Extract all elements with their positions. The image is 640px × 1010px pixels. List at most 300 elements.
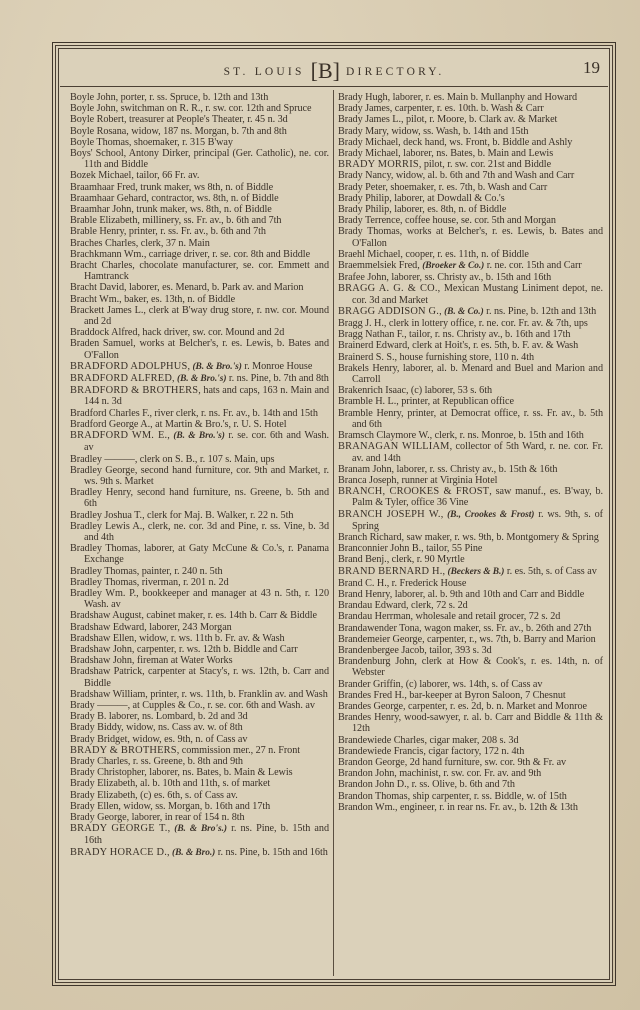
directory-entry (70, 767, 329, 778)
directory-entry (70, 622, 329, 633)
entry-firm: (B., Crookes & Frost) (447, 509, 535, 520)
directory-entry (338, 578, 603, 589)
entry-details: , clerk at Hoit's, r. es. 5th, b. F. av. & Wash (407, 340, 579, 352)
directory-entry (70, 566, 329, 577)
directory-entry (70, 204, 329, 215)
directory-entry (70, 521, 329, 543)
entry-details: , clerk, r. ns. Monroe, b. 15th and 16th (429, 430, 584, 442)
entry-name: Bradley Thomas (70, 543, 138, 555)
directory-entry (70, 510, 329, 521)
entry-details: , carpenter, r. es. 10th. b. Wash & Carr (389, 103, 544, 115)
entry-name: Bradley Wm. P. (70, 587, 137, 599)
running-title (60, 58, 608, 84)
directory-entry (338, 464, 603, 475)
entry-details: , painter, r. 240 n. 5th (136, 565, 223, 577)
entry-details: , hack driver, sw. cor. Mound and 2d (137, 327, 285, 339)
directory-entry (338, 486, 603, 508)
entry-details: , clerk in lottery office, r. ne. cor. Fr. av. & 7th, ups (383, 318, 588, 330)
entry-details: r. ne. cor. 15th and Carr (484, 260, 582, 272)
entry-name: Brady Michael (338, 148, 399, 160)
entry-name: BRANAGAN WILLIAM (338, 441, 450, 453)
directory-entry (338, 791, 603, 802)
entry-details: , second hand furniture, cor. 9th and Market, r. ws. 9th s. Market (84, 464, 329, 487)
entry-name: Brandon John D. (338, 779, 407, 791)
entry-details: , widow, r. ws. 11th b. Fr. av. & Wash (134, 632, 285, 644)
entry-name: Brainerd Edward (338, 340, 408, 352)
entry-name: Boys' School (70, 148, 124, 160)
directory-entry (338, 103, 603, 114)
directory-page (55, 45, 613, 983)
directory-entry (70, 812, 329, 823)
entry-details: , widow, es. 9th, n. of Cass av (127, 733, 248, 745)
entry-firm: (B. & Bro.'s) (192, 361, 242, 372)
entry-details: , carpenter at Stacy's, r. ws. 12th, b. Carr and Biddle (84, 666, 330, 689)
directory-entry: BRADFORD WM. E., (B. & Bro.'s) r. se. cor. 6th and Wash. av (70, 430, 330, 454)
directory-entry (70, 226, 329, 237)
entry-name: Brady Terrence (338, 215, 401, 227)
entry-name: Brady James L. (338, 114, 401, 126)
entry-name: Bradley George (70, 464, 135, 476)
directory-entry (338, 137, 603, 148)
directory-entry: BRAND BERNARD H., (Beckers & B.) r. es. 5th, s. of Cass av (338, 565, 597, 577)
entry-details: laborer, ns. Lombard, b. 2d and 3d (106, 711, 248, 723)
entry-name: Brady Hugh (338, 92, 388, 103)
entry-name: Brady Michael (338, 136, 399, 148)
entry-details: , works at Belcher's, r. es. Lewis, b. Bates and O'Fallon (352, 226, 604, 249)
page-header (60, 50, 608, 87)
entry-name: Brandawender Tona (338, 622, 420, 634)
entry-name: Brandon Thomas (338, 790, 408, 802)
entry-details: , at Martin & Bro.'s, r. U. S. Hotel (150, 418, 287, 430)
entry-name: BRADY GEORGE T. (70, 823, 168, 835)
entry-name: Branconnier John B. (338, 543, 422, 555)
directory-entry (70, 734, 329, 745)
directory-entry (338, 340, 603, 351)
directory-entry (338, 318, 603, 329)
title-letter: [B] (310, 58, 340, 83)
entry-firm: (B. & Bro's.) (174, 824, 227, 835)
directory-entry: Braemmelsiek Fred, (Broeker & Co.) r. ne. cor. 15th and Carr (338, 260, 582, 272)
entry-details: , carpenter, r. es. 2d, b. n. Market and Monroe (403, 700, 587, 712)
entry-name: Boyle Rosana (70, 125, 127, 137)
entry-details: , printer, at Republican office (396, 396, 514, 408)
entry-details: , runner at Virginia Hotel (396, 474, 498, 486)
entry-name: BRADY & BROTHERS (70, 744, 177, 756)
directory-entry (70, 666, 329, 688)
entry-name: Brady George (70, 812, 127, 823)
directory-entry (338, 159, 603, 170)
entry-name: Bradley Joshua T. (70, 509, 143, 521)
entry-details: , printer, r. ws. 11th, b. Franklin av. and Wash (145, 688, 328, 700)
entry-name: Braamhar John (70, 204, 132, 216)
entry-details: , clerk, ne. cor. 3d and Pine, r. ss. Vine, b. 3d and 4th (84, 520, 330, 543)
directory-entry (70, 745, 329, 756)
directory-entry (338, 182, 603, 193)
directory-entry (70, 454, 329, 465)
entry-details: r. ns. Pine, b. 15th and 16th (84, 823, 329, 847)
directory-entry: BRADY HORACE D., (B. & Bro.) r. ns. Pine, b. 15th and 16th (70, 846, 328, 858)
directory-entry (338, 396, 603, 407)
entry-details: , 2d hand furniture, sw. cor. 9th & Fr. av (404, 756, 567, 768)
entry-name: Bradshaw John (70, 643, 132, 655)
directory-entry (70, 487, 329, 509)
entry-details: r. ns. Pine, b. 7th and 8th (226, 373, 329, 385)
entry-details: , millinery, ss. Fr. av., b. 6th and 7th (137, 215, 282, 227)
directory-entry (338, 430, 603, 441)
directory-columns (62, 90, 606, 976)
directory-entry (338, 352, 603, 363)
entry-name: Brand Henry (338, 588, 390, 600)
directory-entry (338, 600, 603, 611)
directory-entry (70, 170, 329, 181)
entry-details: , bookkeeper and manager at 43 n. 5th, r. 120 Wash. av (84, 587, 329, 611)
entry-details: , laborer, es. 8th, n. of Biddle (389, 204, 507, 216)
directory-entry (338, 475, 603, 486)
directory-entry (70, 543, 329, 565)
entry-details: , r. ss. Olive, b. 6th and 7th (406, 779, 515, 791)
entry-details: , riverman, r. 201 n. 2d (136, 576, 229, 588)
entry-details: , carpenter, r. ws. 12th b. Biddle and Carr (131, 643, 298, 655)
entry-details: , clerk at B'way drug store, r. nw. cor. Mound and 2d (84, 304, 329, 328)
entry-name: Brandes Fred H. (338, 689, 405, 701)
directory-entry (70, 92, 329, 103)
entry-details: , saw maker, r. ws. 9th, b. Montgomery & Spring (401, 531, 599, 543)
entry-name: Brady Ellen (70, 800, 119, 812)
entry-details: r. ns. Pine, b. 12th and 13th (483, 305, 597, 317)
entry-details: , laborer, al. b. Menard and Buel and Marion and Carroll (352, 362, 603, 386)
entry-details: , tailor, r. ns. Christy av., b. 16th and 17th (404, 329, 571, 341)
directory-entry (70, 408, 329, 419)
entry-firm: (B. & Bro.'s) (177, 374, 227, 385)
directory-entry (338, 611, 603, 622)
entry-details: , machinist, r. sw. cor. Fr. av. and 9th (394, 768, 542, 780)
entry-name: Brady Elizabeth (70, 778, 136, 790)
entry-details: , clerk, 72 s. 2d (406, 600, 468, 612)
entry-details: , chocolate manufacturer, se. cor. Emmett and Hamtranck (84, 260, 329, 283)
entry-name: Brand C. H. (338, 577, 387, 589)
entry-details: , (c) laborer, ws. 14th, s. of Cass av (400, 678, 543, 690)
directory-entry (70, 722, 329, 733)
entry-name: Brandau Herrman (338, 611, 411, 623)
entry-details: , works at Belcher's, r. es. Lewis, b. Bates and O'Fallon (84, 338, 329, 361)
entry-name: Bradley Thomas (70, 576, 137, 588)
entry-details: , clerk on S. B., r. 107 s. Main, ups (134, 453, 275, 465)
directory-entry (70, 790, 329, 801)
directory-entry (70, 756, 329, 767)
directory-entry (70, 137, 329, 148)
entry-details: , clerk, 37 n. Main (135, 237, 210, 249)
entry-name: Brady Charles (70, 755, 128, 767)
entry-name: Brady James (338, 103, 390, 115)
entry-details: , r. ss. Greene, b. 8th and 9th (127, 755, 243, 767)
directory-entry (70, 633, 329, 644)
entry-firm: (Broeker & Co.) (422, 261, 485, 272)
entry-name: Bramsch Claymore W. (338, 430, 430, 442)
entry-firm: (B. & Bro.'s) (173, 431, 225, 442)
entry-details: , clerk for Maj. B. Walker, r. 22 n. 5th (142, 509, 294, 521)
directory-entry (70, 215, 329, 226)
entry-name: Bracht Wm. (70, 293, 120, 305)
directory-entry: BRAGG ADDISON G., (B. & Co.) r. ns. Pine, b. 12th and 13th (338, 305, 597, 317)
entry-name: Brable Henry (70, 226, 124, 238)
directory-entry (338, 735, 603, 746)
directory-entry (70, 465, 329, 487)
entry-name: Brafee John (338, 272, 387, 284)
entry-details: , switchman on R. R., r. sw. cor. 12th and Spruce (115, 103, 312, 115)
entry-details: , widow, ns. Cass av. w. of 8th (121, 722, 243, 734)
entry-details: , printer, at Democrat office, r. ss. Fr. av., b. 5th and 6th (352, 407, 603, 430)
directory-entry (338, 249, 603, 260)
entry-name: Brady Bridget (70, 733, 128, 745)
entry-name: BRADFORD & BROTHERS (70, 385, 199, 397)
entry-name: Brady Christopher (70, 767, 145, 779)
directory-entry (338, 757, 603, 768)
entry-name: Bradshaw William (70, 688, 146, 700)
entry-name: BRAND BERNARD H. (338, 565, 443, 577)
entry-name: Brady Philip (338, 192, 390, 204)
directory-entry (70, 801, 329, 812)
entry-details: , printer, r. ss. Fr. av., b. 6th and 7th (123, 226, 266, 238)
entry-details: , second hand furniture, ns. Greene, b. 5th and 6th (84, 487, 329, 510)
entry-name: Braden Samuel (70, 338, 134, 350)
entry-details: , cabinet maker, r. es. 14th b. Carr & Biddle (141, 610, 317, 622)
directory-entry (338, 148, 603, 159)
entry-name: Bradley Lewis A. (70, 520, 143, 532)
entry-name: Boyle Robert (70, 114, 125, 126)
entry-name: Bradley Henry (70, 487, 131, 499)
entry-name: Branca Joseph (338, 474, 397, 486)
directory-entry (338, 712, 603, 734)
directory-entry (70, 148, 329, 170)
entry-name: Brandes Henry (338, 712, 399, 724)
directory-entry (338, 589, 603, 600)
entry-name: Bramble Henry (338, 407, 401, 419)
entry-details: , contractor, ws. 8th, n. of Biddle (146, 192, 279, 204)
right-column (334, 90, 606, 976)
entry-details: , fireman at Water Works (131, 655, 233, 667)
entry-name: Brady Elizabeth (70, 789, 136, 801)
entry-name: Bradley ——— (70, 453, 135, 465)
entry-name: Braches Charles (70, 237, 136, 249)
entry-details: , (c) laborer, 53 s. 6th (405, 385, 493, 397)
entry-details: , coffee house, se. cor. 5th and Morgan (400, 215, 556, 227)
entry-name: Braamhaar Fred (70, 181, 136, 193)
entry-details: , house furnishing store, 110 n. 4th (394, 351, 535, 363)
entry-details: , (c) es. 6th, s. of Cass av. (135, 789, 238, 801)
left-column (62, 90, 334, 976)
entry-name: Bragg J. H. (338, 318, 384, 330)
entry-name: BRADFORD ADOLPHUS (70, 360, 188, 372)
entry-details: , baker, es. 13th, n. of Biddle (119, 293, 236, 305)
entry-name: Brady Mary (338, 125, 387, 137)
title-city: ST. LOUIS (223, 66, 305, 78)
entry-name: Bradshaw John (70, 655, 132, 667)
entry-name: BRADFORD WM. E. (70, 430, 168, 442)
entry-name: Braemmelsiek Fred (338, 260, 418, 272)
directory-entry (70, 655, 329, 666)
entry-details: , r. Frederick House (386, 577, 467, 589)
entry-name: Bradshaw Edward (70, 621, 145, 633)
entry-details: , river clerk, r. ns. Fr. av., b. 14th and 15th (149, 407, 318, 419)
entry-name: Bragg Nathan F. (338, 329, 405, 341)
entry-name: Bramble H. L. (338, 396, 397, 408)
entry-name: Braddock Alfred (70, 327, 138, 339)
entry-details: r. ws. 9th, s. of Spring (352, 508, 603, 532)
entry-details: , cigar factory, 172 n. 4th (423, 745, 525, 757)
directory-entry (338, 701, 603, 712)
directory-entry (70, 700, 329, 711)
directory-entry (338, 554, 603, 565)
entry-details: , tailor, 393 s. 3d (424, 644, 492, 656)
entry-name: Bradford Charles F. (70, 407, 150, 419)
entry-name: Bracht David (70, 282, 124, 294)
entry-details: , laborer, ns. Bates, b. Main & Lewis (144, 767, 293, 779)
directory-entry (338, 768, 603, 779)
directory-entry (70, 689, 329, 700)
directory-entry (338, 532, 603, 543)
entry-details: , wholesale and retail grocer, 72 s. 2d (410, 611, 561, 623)
entry-details: , cigar maker, 208 s. 3d (424, 734, 519, 746)
directory-entry (70, 588, 329, 610)
entry-details: , laborer, in rear of 154 n. 8th (126, 812, 245, 823)
entry-name: Boyle John (70, 103, 116, 115)
entry-details: , ship carpenter, r. ss. Biddle, w. of 15th (407, 790, 567, 802)
directory-entry (70, 610, 329, 621)
directory-entry (70, 126, 329, 137)
entry-details: , treasurer at People's Theater, r. 45 n. 3d (124, 114, 288, 126)
title-directory: DIRECTORY. (346, 66, 445, 78)
directory-entry (70, 114, 329, 125)
directory-entry (338, 385, 603, 396)
directory-entry (338, 92, 603, 103)
entry-details: r. Monroe House (241, 360, 313, 372)
entry-details: , clerk at How & Cook's, r. es. 14th, n. of Webster (352, 656, 603, 679)
directory-entry (338, 746, 603, 757)
entry-details: , porter, r. ss. Spruce, b. 12th and 13th (115, 92, 269, 103)
entry-name: BRAGG ADDISON G. (338, 305, 440, 317)
entry-details: , engineer, r. in rear ns. Fr. av., b. 12th & 13th (394, 801, 578, 813)
entry-name: Bradshaw August (70, 610, 142, 622)
entry-name: Bradley Thomas (70, 565, 137, 577)
entry-name: Brandemeier George (338, 633, 423, 645)
entry-details: , laborer, 243 Morgan (144, 621, 232, 633)
entry-name: Brady Thomas (338, 226, 400, 238)
entry-name: Brakenrich Isaac (338, 385, 406, 397)
entry-name: BRANCH, CROOKES & FROST (338, 486, 490, 498)
directory-entry (338, 283, 603, 305)
entry-details: , laborer, r. ss. Christy av., b. 15th & 16th (391, 463, 558, 475)
entry-name: Bradshaw Patrick (70, 666, 143, 678)
entry-details: , tailor, 66 Fr. av. (131, 170, 200, 182)
directory-entry (338, 623, 603, 634)
directory-entry (70, 305, 329, 327)
entry-details: , laborer, at Gaty McCune & Co.'s, r. Panama Exchange (84, 543, 329, 566)
entry-name: BRAGG A. G. & CO. (338, 283, 438, 295)
entry-details: , wagon maker, ss. Fr. av., b. 26th and 27th (419, 622, 592, 634)
directory-entry (70, 294, 329, 305)
entry-firm: (Beckers & B.) (447, 566, 505, 577)
entry-details: , laborer, es. Menard, b. Park av. and Marion (124, 282, 304, 294)
directory-entry (70, 193, 329, 204)
entry-name: Brady Biddy (70, 722, 122, 734)
entry-name: Brandenburg John (338, 656, 415, 668)
entry-name: Braamhaar Gehard (70, 192, 147, 204)
entry-name: BRANCH JOSEPH W. (338, 508, 441, 520)
entry-details: , laborer, r. es. Main b. Mullanphy and Howard (387, 92, 577, 103)
entry-details: , pilot, r. sw. cor. 21st and Biddle (418, 159, 552, 171)
directory-entry: BRANCH JOSEPH W., (B., Crookes & Frost) r. ws. 9th, s. of Spring (338, 508, 603, 532)
directory-entry (70, 644, 329, 655)
entry-details: , shoemaker, r. es. 7th, b. Wash and Carr (385, 181, 548, 193)
entry-details: , bar-keeper at Byron Saloon, 7 Chesnut (404, 689, 566, 701)
directory-entry (338, 634, 603, 645)
directory-entry: BRADY GEORGE T., (B. & Bro's.) r. ns. Pine, b. 15th and 16th (70, 823, 329, 847)
directory-entry (70, 385, 329, 407)
entry-details: , widow, al. b. 6th and 7th and Wash and Carr (390, 170, 575, 182)
entry-name: Brachkmann Wm. (70, 248, 144, 260)
directory-entry (338, 126, 603, 137)
entry-details: , widow, ss. Morgan, b. 16th and 17th (118, 800, 271, 812)
directory-entry (338, 363, 603, 385)
entry-details: , tailor, 55 Pine (421, 543, 483, 555)
directory-entry (338, 679, 603, 690)
directory-entry (338, 272, 603, 283)
directory-entry (338, 441, 603, 463)
entry-details: , Antony Dirker, principal (Ger. Catholic), ne. cor. 11th and Biddle (84, 148, 329, 171)
entry-details: , shoemaker, r. 315 B'way (128, 136, 233, 148)
directory-entry (70, 260, 329, 282)
entry-name: BRADFORD ALFRED (70, 373, 173, 385)
entry-details: , al. b. 10th and 11th, s. of market (135, 778, 271, 790)
entry-name: Bradford George A. (70, 418, 151, 430)
entry-details: , carriage driver, r. se. cor. 8th and Biddle (143, 248, 311, 260)
entry-name: Brakels Henry (338, 362, 397, 374)
entry-details: , carpenter, r., ws. 7th, b. Barry and Marion (422, 633, 596, 645)
entry-name: Braehl Michael (338, 248, 401, 260)
entry-name: Brandon John (338, 768, 395, 780)
entry-name: Bozek Michael (70, 170, 132, 182)
entry-name: Brady B. (70, 711, 107, 723)
directory-entry (70, 238, 329, 249)
entry-details: r. ns. Pine, b. 15th and 16th (215, 846, 328, 858)
directory-entry (338, 204, 603, 215)
directory-entry (338, 779, 603, 790)
directory-entry (338, 193, 603, 204)
entry-name: Bracht Charles (70, 260, 133, 272)
entry-name: Brady Nancy (338, 170, 391, 182)
entry-details: r. se. cor. 6th and Wash. av (84, 430, 330, 454)
entry-firm: (B. & Bro.) (172, 847, 216, 858)
entry-details: , collector of 5th Ward, r. ne. cor. Fr. av. and 14th (352, 441, 603, 464)
entry-name: Brady ——— (70, 699, 128, 711)
entry-name: Brander Griffin (338, 678, 401, 690)
directory-entry (70, 778, 329, 789)
entry-details: , widow, ss. Wash, b. 14th and 15th (386, 125, 529, 137)
entry-name: Brandau Edward (338, 600, 407, 612)
entry-name: Brady Philip (338, 204, 390, 216)
entry-name: Brackett James L. (70, 304, 144, 316)
directory-entry (70, 103, 329, 114)
entry-details: , clerk, r. 90 Myrtle (386, 554, 465, 566)
directory-entry (70, 577, 329, 588)
entry-details: , deck hand, ws. Front, b. Biddle and Ashly (398, 136, 573, 148)
directory-entry (338, 215, 603, 226)
entry-details: , laborer, at Dowdall & Co.'s (389, 192, 505, 204)
directory-entry (338, 543, 603, 554)
page-number: 19 (583, 58, 600, 77)
entry-details: , cooper, r. es. 11th, n. of Biddle (400, 248, 529, 260)
directory-entry (338, 645, 603, 656)
